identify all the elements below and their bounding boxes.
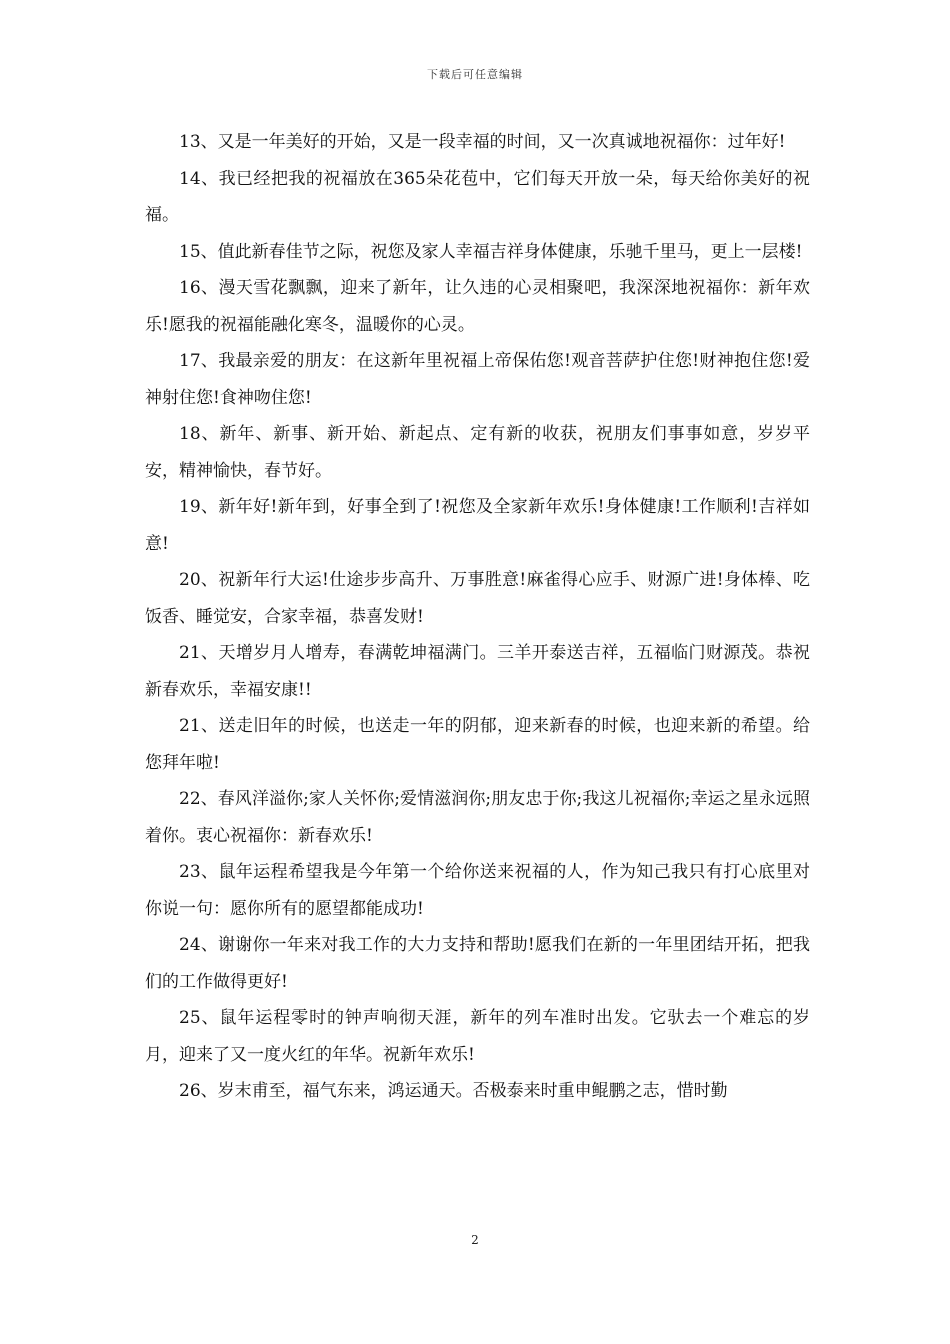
paragraph-18: 18、新年、新事、新开始、新起点、定有新的收获，祝朋友们事事如意，岁岁平安，精神愉快，春节好。 (145, 424, 810, 481)
document-body (145, 124, 810, 1110)
paragraph-24: 24、谢谢你一年来对我工作的大力支持和帮助!愿我们在新的一年里团结开拓，把我们的工作做得更好! (145, 935, 810, 992)
page-header: 下载后可任意编辑 (427, 68, 523, 81)
paragraph-20: 20、祝新年行大运!仕途步步高升、万事胜意!麻雀得心应手、财源广进!身体棒、吃饭香、睡觉安，合家幸福，恭喜发财! (145, 570, 810, 627)
paragraph-13: 13、又是一年美好的开始，又是一段幸福的时间，又一次真诚地祝福你：过年好! (179, 132, 786, 152)
paragraph-14: 14、我已经把我的祝福放在365朵花苞中，它们每天开放一朵，每天给你美好的祝福。 (145, 168, 810, 225)
paragraph-15: 15、值此新春佳节之际，祝您及家人幸福吉祥身体健康，乐驰千里马，更上一层楼! (179, 241, 803, 262)
paragraph-26: 26、岁末甫至，福气东来，鸿运通天。否极泰来时重申鲲鹏之志，惜时勤 (179, 1081, 728, 1101)
paragraph-16: 16、漫天雪花飘飘，迎来了新年，让久违的心灵相聚吧，我深深地祝福你：新年欢乐!愿我的祝福能融化寒冬，温暖你的心灵。 (145, 278, 810, 335)
page-number: 2 (471, 1233, 479, 1247)
paragraph-21b: 21、送走旧年的时候，也送走一年的阴郁，迎来新春的时候，也迎来新的希望。给您拜年啦! (145, 716, 810, 773)
paragraph-22: 22、春风洋溢你;家人关怀你;爱情滋润你;朋友忠于你;我这儿祝福你;幸运之星永远照着你。衷心祝福你：新春欢乐! (145, 789, 810, 846)
paragraph-25: 25、鼠年运程零时的钟声响彻天涯，新年的列车准时出发。它驮去一个难忘的岁月，迎来了又一度火红的年华。祝新年欢乐! (145, 1008, 810, 1065)
paragraph-23: 23、鼠年运程希望我是今年第一个给你送来祝福的人，作为知己我只有打心底里对你说一句：愿你所有的愿望都能成功! (145, 862, 810, 919)
paragraph-19: 19、新年好!新年到，好事全到了!祝您及全家新年欢乐!身体健康!工作顺利!吉祥如意! (145, 497, 810, 554)
paragraph-17: 17、我最亲爱的朋友：在这新年里祝福上帝保佑您!观音菩萨护住您!财神抱住您!爱神射住您!食神吻住您! (145, 351, 810, 408)
paragraph-21a: 21、天增岁月人增寿，春满乾坤福满门。三羊开泰送吉祥，五福临门财源茂。恭祝新春欢乐，幸福安康!! (145, 643, 810, 700)
